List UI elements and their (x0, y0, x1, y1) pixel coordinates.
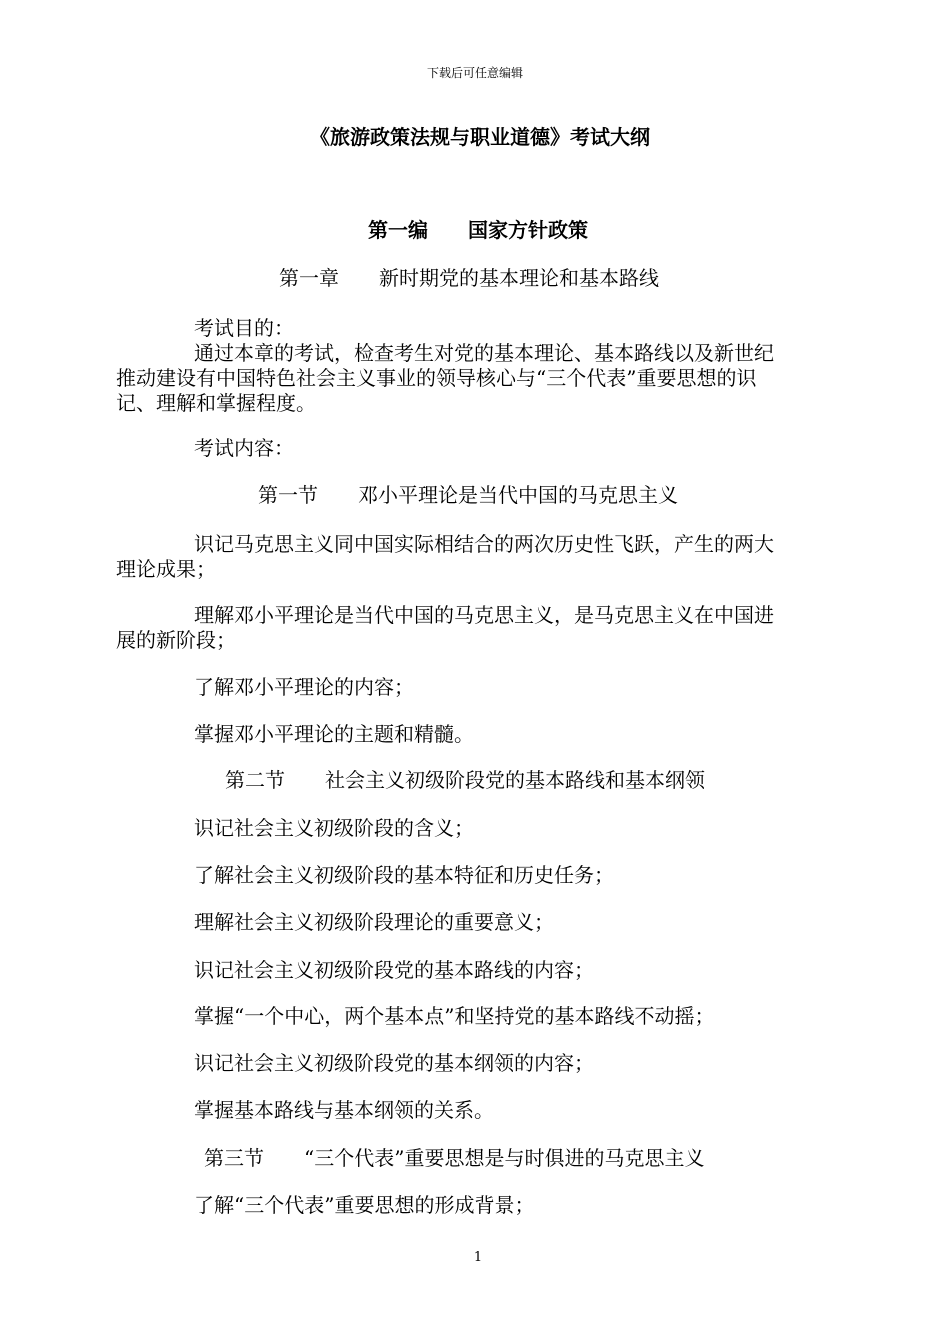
page-number: 1 (473, 1250, 483, 1265)
page-header-note: 下载后可任意编辑 (426, 66, 523, 80)
section-2-item-7: 掌握基本路线与基本纲领的关系。 (194, 1098, 494, 1122)
exam-purpose-line-3: 记、理解和掌握程度。 (116, 391, 316, 415)
section-1-item-1-line-1: 识记马克思主义同中国实际相结合的两次历史性飞跃，产生的两大 (194, 532, 774, 556)
section-1-item-2-line-1: 理解邓小平理论是当代中国的马克思主义，是马克思主义在中国进 (194, 603, 774, 627)
document-title: 《旅游政策法规与职业道德》考试大纲 (310, 125, 650, 149)
section-2-item-1: 识记社会主义初级阶段的含义； (194, 816, 474, 840)
section-1-item-4: 掌握邓小平理论的主题和精髓。 (194, 722, 474, 746)
exam-purpose-line-2: 推动建设有中国特色社会主义事业的领导核心与“三个代表”重要思想的识 (116, 366, 757, 390)
section-1-title: 第一节 邓小平理论是当代中国的马克思主义 (258, 483, 678, 507)
chapter-title: 第一章 新时期党的基本理论和基本路线 (279, 266, 659, 290)
exam-content-label: 考试内容： (194, 436, 294, 460)
section-2-item-4: 识记社会主义初级阶段党的基本路线的内容； (194, 958, 594, 982)
section-1-item-1-line-2: 理论成果； (116, 557, 216, 581)
section-3-item-1: 了解“三个代表”重要思想的形成背景； (194, 1193, 535, 1217)
section-2-item-6: 识记社会主义初级阶段党的基本纲领的内容； (194, 1051, 594, 1075)
exam-purpose-label: 考试目的： (194, 316, 294, 340)
section-3-title: 第三节 “三个代表”重要思想是与时俱进的马克思主义 (204, 1146, 705, 1170)
part-title: 第一编 国家方针政策 (368, 218, 588, 242)
section-2-item-2: 了解社会主义初级阶段的基本特征和历史任务； (194, 863, 614, 887)
section-1-item-3: 了解邓小平理论的内容； (194, 675, 414, 699)
exam-purpose-line-1: 通过本章的考试，检查考生对党的基本理论、基本路线以及新世纪 (194, 341, 774, 365)
section-2-item-5: 掌握“一个中心，两个基本点”和坚持党的基本路线不动摇； (194, 1004, 715, 1028)
section-2-title: 第二节 社会主义初级阶段党的基本路线和基本纲领 (225, 768, 705, 792)
section-2-item-3: 理解社会主义初级阶段理论的重要意义； (194, 910, 554, 934)
section-1-item-2-line-2: 展的新阶段； (116, 628, 236, 652)
